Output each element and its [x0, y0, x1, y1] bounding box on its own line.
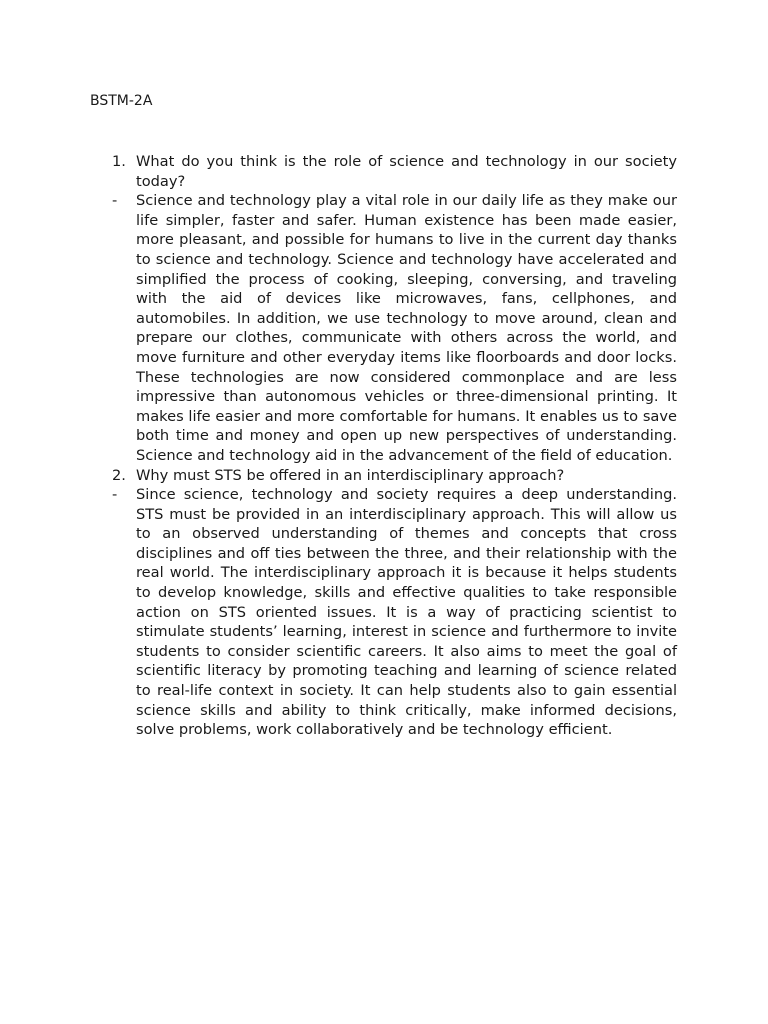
- question-1-text: What do you think is the role of science and technology in our society today?: [136, 153, 677, 190]
- question-2-text: Why must STS be offered in an interdisciplinary approach?: [136, 466, 565, 484]
- question-2: [112, 466, 677, 486]
- answer-2-text: Since science, technology and society requires a deep understanding. STS must be provided in an interdisciplinary approach. This will allow us to an observed understanding of themes and concepts that cross disciplines and off ties between the three, and their relationship with the real world. The interdisciplinary approach it is because it helps students to develop knowledge, skills and effective qualities to take responsible action on STS oriented issues. It is a way of practicing scientist to stimulate students’ learning, interest in science and furthermore to invite students to consider scientific careers. It also aims to meet the goal of scientific literacy by promoting teaching and learning of science related to real-life context in society. It can help students also to gain essential science skills and ability to think critically, make informed decisions, solve problems, work collaboratively and be technology efficient.: [136, 486, 677, 739]
- list-number-2: 2.: [112, 466, 126, 484]
- answer-2: [112, 485, 677, 740]
- dash-bullet: -: [112, 192, 118, 210]
- question-1: [112, 152, 677, 191]
- answer-1: [112, 191, 677, 465]
- section-header: BSTM-2A: [90, 93, 153, 109]
- document-body: [112, 152, 677, 740]
- dash-bullet: -: [112, 486, 118, 504]
- list-number-1: 1.: [112, 153, 126, 170]
- answer-1-text: Science and technology play a vital role in our daily life as they make our life simpler, faster and safer. Human existence has been made easier, more pleasant, and possible for humans to live in the current day thanks to science and technology. Science and technology have accelerated and simplified the process of cooking, sleeping, conversing, and traveling with the aid of devices like microwaves, fans, cellphones, and automobiles. In addition, we use technology to move around, clean and prepare our clothes, communicate with others across the world, and move furniture and other everyday items like floorboards and door locks. These technologies are now considered commonplace and are less impressive than autonomous vehicles or three-dimensional printing. It makes life easier and more comfortable for humans. It enables us to save both time and money and open up new perspectives of understanding. Science and technology aid in the advancement of the field of education.: [136, 192, 677, 464]
